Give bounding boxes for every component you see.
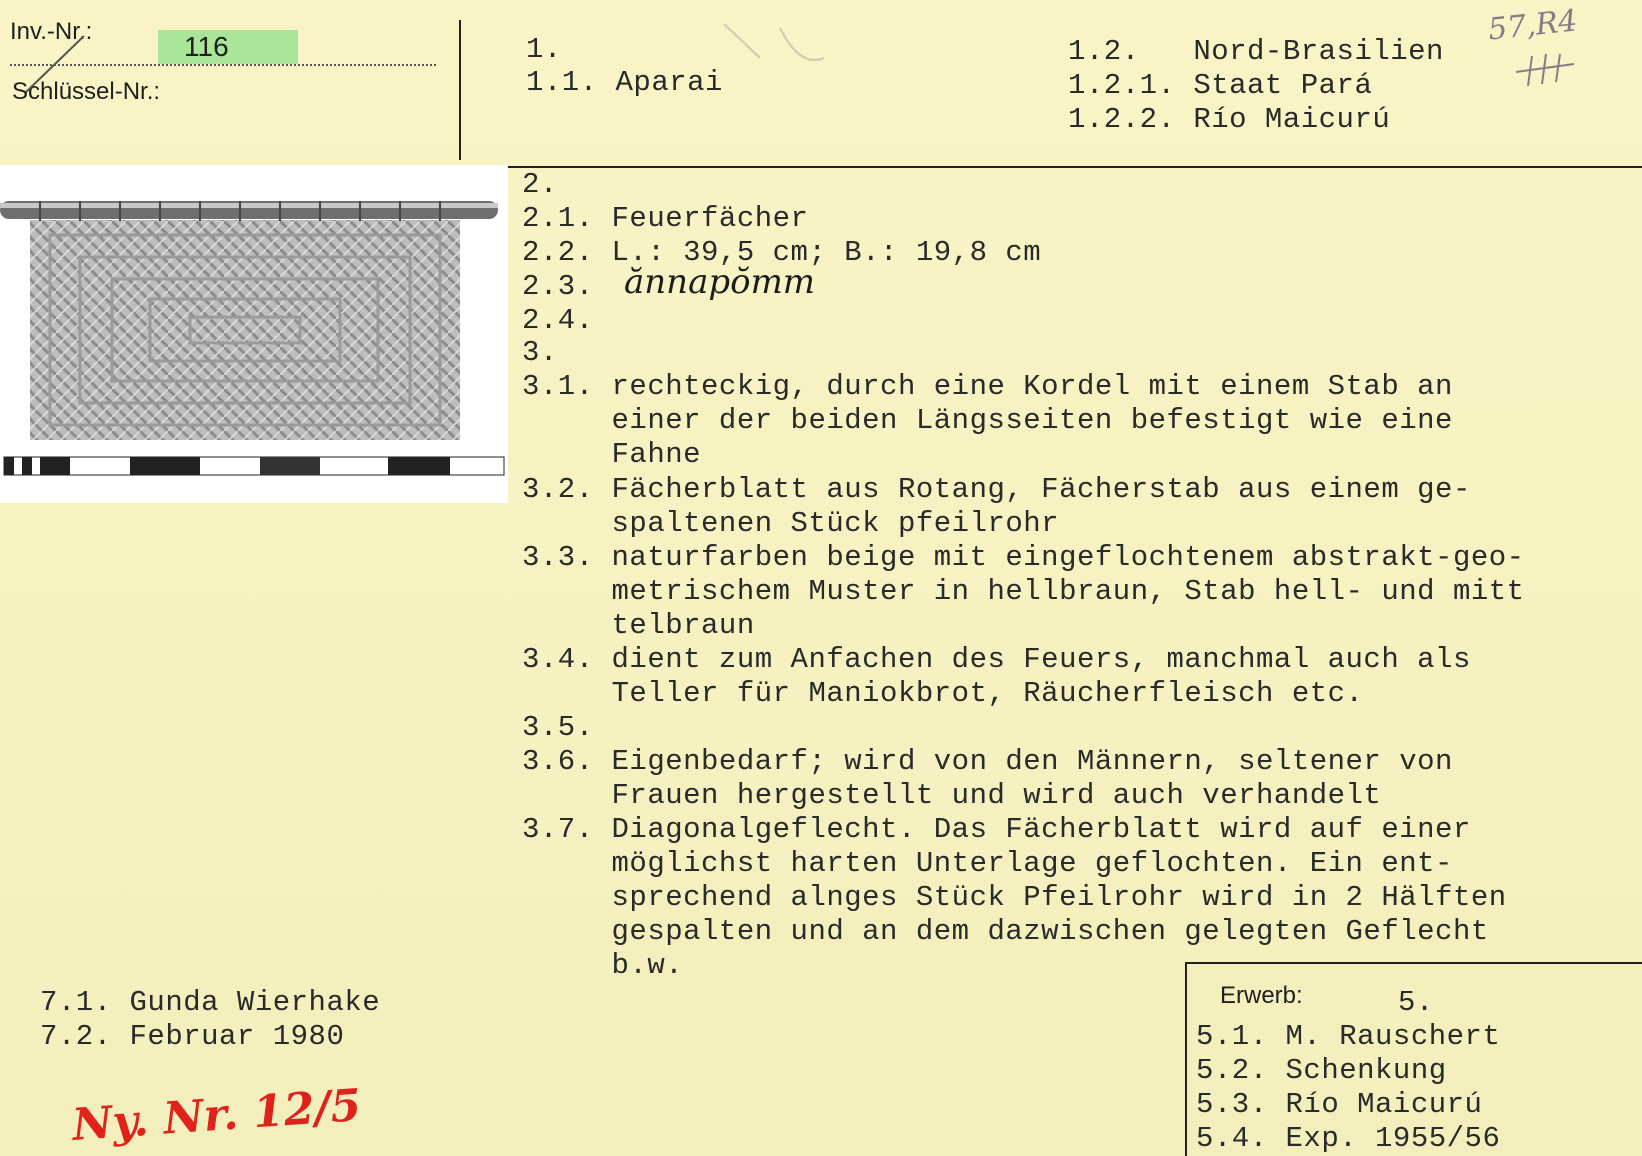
header-bottom-rule — [505, 166, 1642, 168]
section3-line: 3.3. naturfarben beige mit eingeflochtenem abstrakt-geo- — [522, 541, 1525, 574]
inv-number: 116 — [158, 30, 298, 64]
section3-line: 3.4. dient zum Anfachen des Feuers, manchmal auch als — [522, 643, 1471, 676]
tribe-line: 1.1. Aparai — [526, 66, 723, 99]
schluessel-label: Schlüssel-Nr.: — [12, 78, 161, 105]
section3-line: 3.5. — [522, 711, 594, 744]
native-name-handwritten: ănnapŏmm — [624, 262, 816, 302]
red-handwritten-note: Ny. Nr. 12/5 — [70, 1079, 363, 1152]
erwerb-line: 5.4. Exp. 1955/56 — [1196, 1122, 1501, 1155]
section3-line: 3.6. Eigenbedarf; wird von den Männern, seltener von — [522, 745, 1453, 778]
section3-line: gespalten und an dem dazwischen gelegten Geflecht — [522, 915, 1489, 948]
section3-line: Teller für Maniokbrot, Räucherfleisch etc. — [522, 677, 1364, 710]
pencil-tally-mark — [1512, 52, 1582, 92]
fire-fan-image — [0, 165, 508, 503]
section3-line: 3.2. Fächerblatt aus Rotang, Fächerstab aus einem ge- — [522, 473, 1471, 506]
section2-line: 2.1. Feuerfächer — [522, 202, 809, 235]
section2-line: 2. — [522, 168, 558, 201]
section3-line: einer der beiden Längsseiten befestigt wie eine — [522, 404, 1453, 437]
faint-pencil-scribble — [720, 18, 830, 68]
erwerb-line: 5.3. Río Maicurú — [1196, 1088, 1483, 1121]
section3-line: Frauen hergestellt und wird auch verhandelt — [522, 779, 1382, 812]
section3-line: b.w. — [522, 949, 684, 982]
erwerb-number: 5. — [1398, 986, 1434, 1019]
erwerb-line: 5.1. M. Rauschert — [1196, 1020, 1501, 1053]
section1-number: 1. — [526, 33, 562, 66]
header-divider — [459, 20, 461, 160]
region-line: 1.2. Nord-Brasilien — [1068, 35, 1444, 68]
section3-line: spaltenen Stück pfeilrohr — [522, 507, 1060, 540]
section3-line: 3.7. Diagonalgeflecht. Das Fächerblatt wird auf einer — [522, 813, 1471, 846]
erwerb-top-rule — [1185, 962, 1642, 964]
section3-line: Fahne — [522, 438, 702, 471]
state-line: 1.2.1. Staat Pará — [1068, 69, 1373, 102]
section2-line: 2.4. — [522, 304, 594, 337]
corner-pencil-note: 57,R4 — [1486, 3, 1579, 48]
pencil-slash-mark — [20, 30, 90, 100]
erwerb-line: 5.2. Schenkung — [1196, 1054, 1447, 1087]
section3-line: 3. — [522, 336, 558, 369]
object-photo — [0, 165, 508, 503]
section3-line: sprechend alnges Stück Pfeilrohr wird in 2 Hälften — [522, 881, 1507, 914]
section3-line: telbraun — [522, 609, 755, 642]
river-line: 1.2.2. Río Maicurú — [1068, 103, 1391, 136]
section3-line: 3.1. rechteckig, durch eine Kordel mit einem Stab an — [522, 370, 1453, 403]
inv-label: Inv.-Nr.: — [10, 18, 93, 45]
erwerb-left-rule — [1185, 962, 1187, 1156]
section7-date: 7.2. Februar 1980 — [40, 1020, 345, 1053]
section3-line: metrischem Muster in hellbraun, Stab hell- und mitt — [522, 575, 1525, 608]
section7-author: 7.1. Gunda Wierhake — [40, 986, 381, 1019]
section3-line: möglichst harten Unterlage geflochten. Ein ent- — [522, 847, 1453, 880]
section2-line: 2.2. L.: 39,5 cm; B.: 19,8 cm — [522, 236, 1042, 269]
erwerb-label: Erwerb: — [1220, 982, 1303, 1009]
section2-line: 2.3. — [522, 270, 612, 303]
